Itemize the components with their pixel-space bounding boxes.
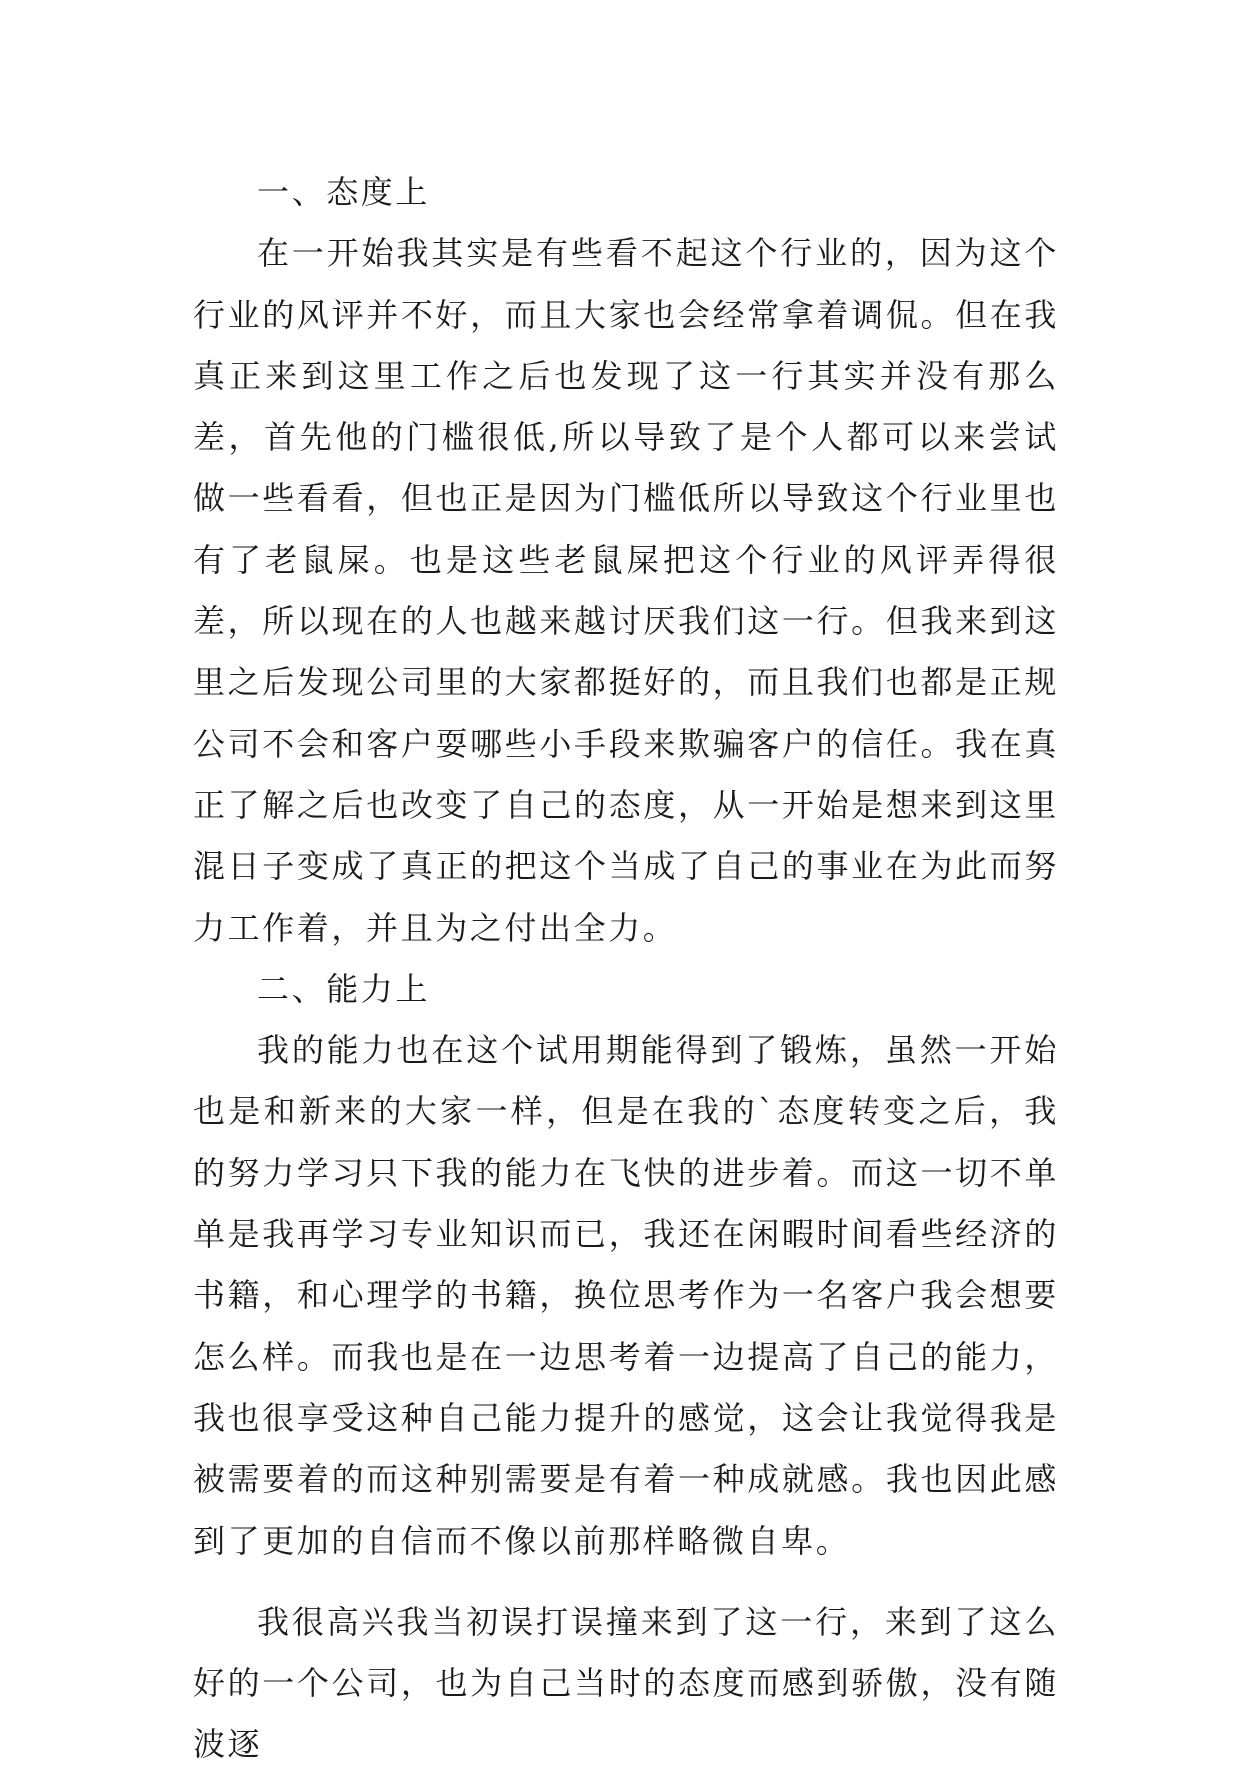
paragraph-ability: 我的能力也在这个试用期能得到了锻炼，虽然一开始也是和新来的大家一样，但是在我的`态度转变之后，我的努力学习只下我的能力在飞快的进步着。而这一切不单单是我再学习专业知识而已，我还在闲暇时间看些经济的书籍，和心理学的书籍，换位思考作为一名客户我会想要怎么样。而我也是在一边思考着一边提高了自己的能力，我也很享受这种自己能力提升的感觉，这会让我觉得我是被需要着的而这种别需要是有着一种成就感。我也因此感到了更加的自信而不像以前那样略微自卑。: [193, 1031, 1059, 1560]
section-heading-attitude: 一、态度上: [257, 173, 431, 211]
paragraph-conclusion: 我很高兴我当初误打误撞来到了这一行，来到了这么好的一个公司，也为自己当时的态度而感到骄傲，没有随波逐: [193, 1602, 1059, 1764]
section-heading-ability: 二、能力上: [257, 969, 431, 1008]
document-body: [193, 162, 1059, 1776]
paragraph-attitude: 在一开始我其实是有些看不起这个行业的，因为这个行业的风评并不好，而且大家也会经常拿着调侃。但在我真正来到这里工作之后也发现了这一行其实并没有那么差，首先他的门槛很低,所以导致了是个人都可以来尝试做一些看看，但也正是因为门槛低所以导致这个行业里也有了老鼠屎。也是这些老鼠屎把这个行业的风评弄得很差，所以现在的人也越来越讨厌我们这一行。但我来到这里之后发现公司里的大家都挺好的，而且我们也都是正规公司不会和客户耍哪些小手段来欺骗客户的信任。我在真正了解之后也改变了自己的态度，从一开始是想来到这里混日子变成了真正的把这个当成了自己的事业在为此而努力工作着，并且为之付出全力。: [193, 234, 1059, 947]
